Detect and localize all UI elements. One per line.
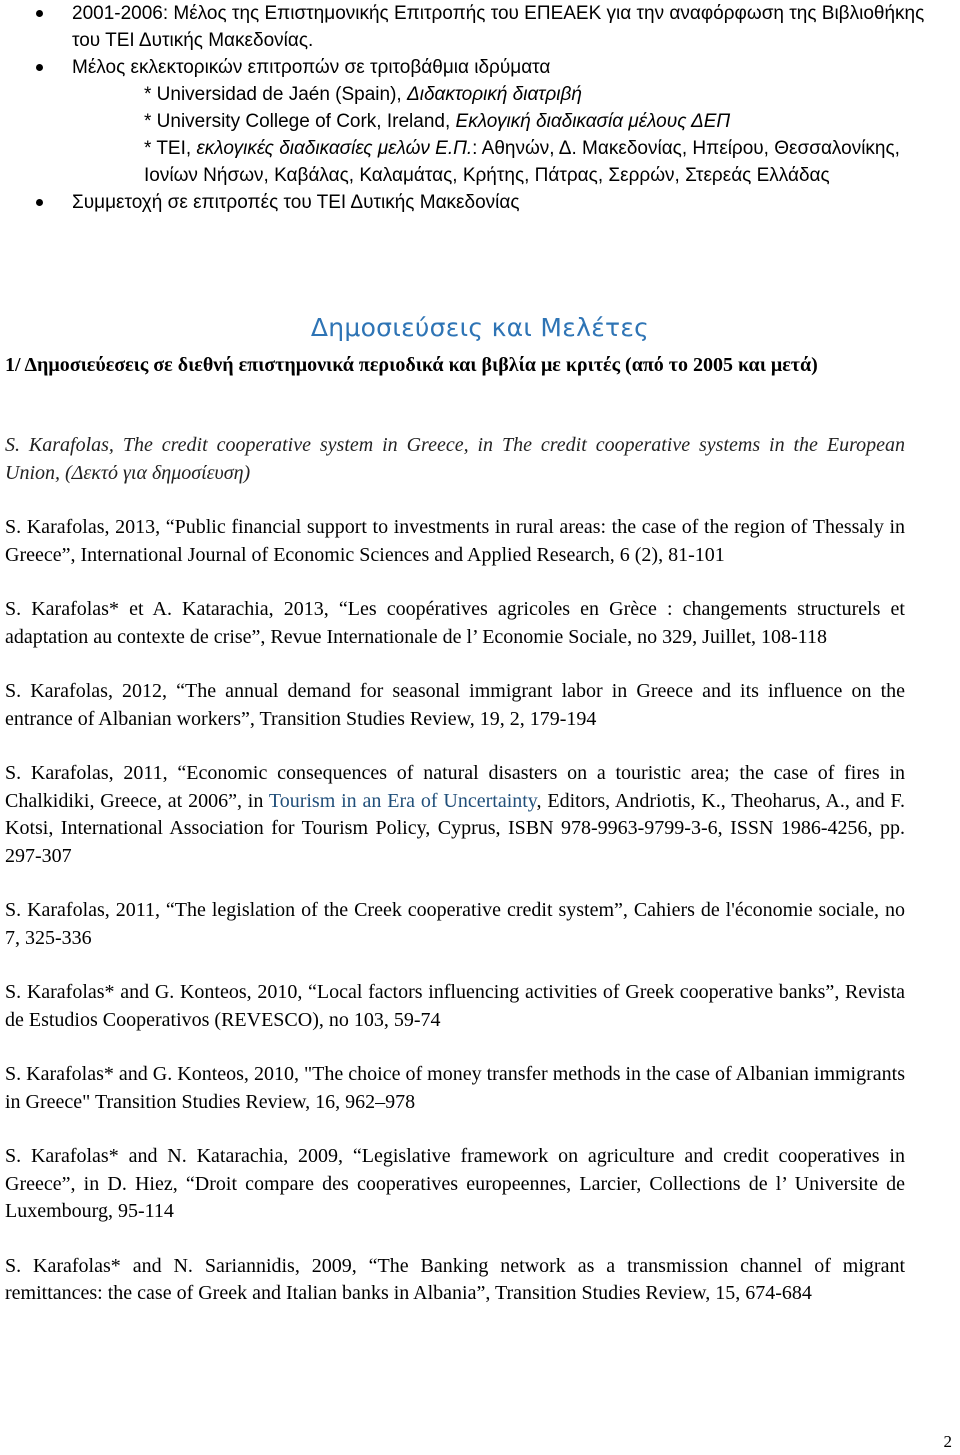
section-title: Δημοσιεύσεις και Μελέτες bbox=[310, 313, 650, 342]
sub-line bbox=[70, 108, 940, 135]
sub-line-italic: εκλογικές διαδικασίες μελών Ε.Π. bbox=[196, 138, 473, 159]
sub-line bbox=[70, 135, 940, 189]
sub-line bbox=[70, 81, 940, 108]
bullet-text: 2001-2006: Μέλος της Επιστημονικής Επιτροπής του ΕΠΕΑΕΚ για την αναφόρφωση της Βιβλιοθήκης του ΤΕΙ Δυτικής Μακεδονίας. bbox=[72, 3, 925, 51]
reference-item: S. Karafolas* and N. Katarachia, 2009, “Legislative framework on agriculture and credit cooperatives in Greece”, in D. Hiez, “Droit compare des cooperatives europeennes, Larcier, Collections de l’ Universite de Luxembourg, 95-114 bbox=[5, 1145, 905, 1222]
bullet-text: Μέλος εκλεκτορικών επιτροπών σε τριτοβάθμια ιδρύματα bbox=[72, 57, 551, 78]
bullet-text: Συμμετοχή σε επιτροπές του ΤΕΙ Δυτικής Μακεδονίας bbox=[72, 192, 520, 213]
publications-subheading: 1/ Δημοσιεύεσεις σε διεθνή επιστημονικά περιοδικά και βιβλία με κριτές (από το 2005 και μετά) bbox=[5, 354, 818, 376]
bullet-dot bbox=[36, 64, 43, 71]
book-title: Tourism in an Era of Uncertainty bbox=[268, 789, 537, 812]
bullet-list bbox=[0, 0, 960, 216]
sub-line-text: * Universidad de Jaén (Spain), bbox=[144, 84, 407, 105]
reference-item: S. Karafolas* et A. Katarachia, 2013, “Les coopératives agricoles en Grèce : changements structurels et adaptation au contexte de crise”, Revue Internationale de l’ Economie Sociale, no 329, Juillet, 108-118 bbox=[5, 598, 905, 648]
reference-item bbox=[5, 760, 905, 870]
reference-text: , Editors, Andriotis, K., Theoharus, A., and F. Kotsi, International Association for Tourism Policy, Cyprus, ISBN 978-9963-9799-3-6, ISSN 1986-4256, pp. 297-307 bbox=[5, 789, 905, 867]
bullet-item bbox=[0, 54, 960, 189]
bullet-item bbox=[0, 0, 960, 54]
reference-item: S. Karafolas* and N. Sariannidis, 2009, “The Banking network as a transmission channel of migrant remittances: the case of Greek and Italian banks in Albania”, Transition Studies Review, 15, 674-684 bbox=[5, 1254, 905, 1304]
sub-line-text: : Αθηνών, Δ. Μακεδονίας, Ηπείρου, Θεσσαλονίκης, Ιονίων Νήσων, Καβάλας, Καλαμάτας, Κρήτης, Πάτρας, Σερρών, Στερεάς Ελλάδας bbox=[144, 138, 900, 186]
page-number: 2 bbox=[943, 1432, 952, 1451]
bullet-item bbox=[0, 189, 960, 216]
reference-item: S. Karafolas, 2012, “The annual demand for seasonal immigrant labor in Greece and its influence on the entrance of Albanian workers”, Transition Studies Review, 19, 2, 179-194 bbox=[5, 680, 905, 730]
sub-line-text: * ΤΕΙ, bbox=[144, 138, 197, 159]
bullet-dot bbox=[36, 10, 43, 17]
reference-list bbox=[5, 432, 905, 1335]
bullet-dot bbox=[36, 199, 43, 206]
reference-item: S. Karafolas, The credit cooperative system in Greece, in The credit cooperative systems in the European Union, (Δεκτό για δημοσίευση) bbox=[5, 434, 905, 484]
reference-text: S. Karafolas, 2011, “Economic consequences of natural disasters on a touristic area; the case of fires in Chalkidiki, Greece, at 2006”, in bbox=[5, 762, 905, 812]
reference-item: S. Karafolas, 2013, “Public financial support to investments in rural areas: the case of the region of Thessaly in Greece”, International Journal of Economic Sciences and Applied Research, 6 (2), 81-101 bbox=[5, 516, 905, 566]
reference-item: S. Karafolas* and G. Konteos, 2010, "The choice of money transfer methods in the case of Albanian immigrants in Greece" Transition Studies Review, 16, 962–978 bbox=[5, 1063, 905, 1113]
sub-line-italic: Εκλογική διαδικασία μέλους ΔΕΠ bbox=[455, 111, 731, 132]
sub-line-italic: Διδακτορική διατριβή bbox=[406, 84, 582, 105]
sub-line-text: * University College of Cork, Ireland, bbox=[144, 111, 456, 132]
reference-item: S. Karafolas* and G. Konteos, 2010, “Local factors influencing activities of Greek cooperative banks”, Revista de Estudios Cooperativos (REVESCO), no 103, 59-74 bbox=[5, 981, 905, 1031]
reference-item: S. Karafolas, 2011, “The legislation of the Creek cooperative credit system”, Cahiers de l'économie sociale, no 7, 325-336 bbox=[5, 899, 905, 949]
